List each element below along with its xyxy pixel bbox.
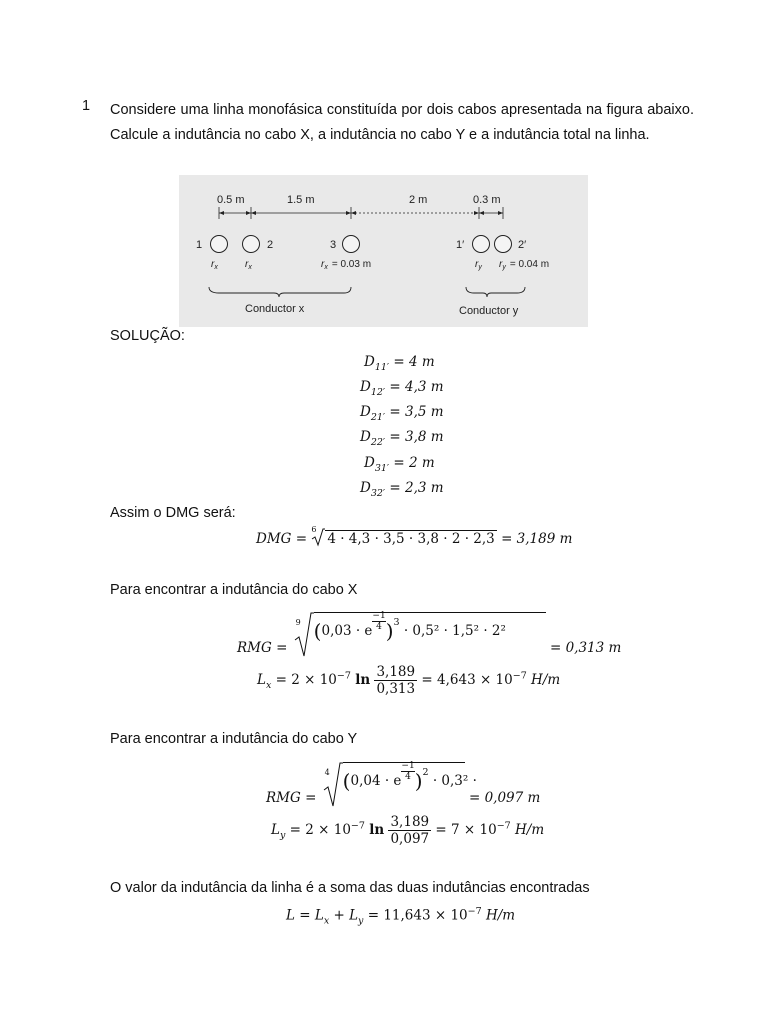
radius-label: r bbox=[321, 259, 325, 270]
conductor-2-prime bbox=[495, 236, 512, 253]
brace-y bbox=[466, 287, 525, 297]
radius-label: r bbox=[499, 259, 503, 270]
conductor-label: 2′ bbox=[518, 239, 527, 251]
rmg-x-equation: RMG = 9 (0,03 · e $\frac{-1}{4}$ )$^3$ · 0,5² · 1,5² · 2² = 0,313 m bbox=[237, 611, 622, 656]
distance-eq: $D_{22'} = 3,8$ m bbox=[360, 429, 444, 448]
conductor-3 bbox=[343, 236, 360, 253]
y-intro: Para encontrar a indutância do cabo Y bbox=[110, 731, 358, 747]
distance-eq: $D_{21'} = 3,5$ m bbox=[360, 404, 444, 423]
radius-y-value: = 0.04 m bbox=[509, 259, 550, 270]
total-equation: $L = L_x + L_y = 11,643 \times 10^{-7}$ H/m bbox=[286, 906, 516, 927]
solution-heading: SOLUÇÃO: bbox=[110, 328, 185, 344]
rmg-y-equation: RMG = 4 (0,04 · e $\frac{-1}{4}$ )$^2$ · 0,3² · = 0,097 m bbox=[266, 761, 541, 806]
question-number: 1 bbox=[82, 98, 91, 114]
radius-label: r bbox=[211, 259, 215, 270]
conductor-1 bbox=[211, 236, 228, 253]
conductor-label: 3 bbox=[330, 239, 337, 251]
svg-text:rx: $r_x$ bbox=[245, 259, 252, 271]
distance-eq: $D_{32'} = 2,3$ m bbox=[360, 480, 444, 499]
spacing-label: 1.5 m bbox=[287, 194, 315, 206]
spacing-label: 0.3 m bbox=[473, 194, 501, 206]
radius-label: r bbox=[245, 259, 249, 270]
conductor-label: 2 bbox=[267, 239, 274, 251]
total-intro: O valor da indutância da linha é a soma das duas indutâncias encontradas bbox=[110, 880, 590, 896]
distance-eq: $D_{31'} = 2$ m bbox=[364, 455, 435, 474]
group-y-label: Conductor y bbox=[459, 305, 519, 317]
conductor-2 bbox=[243, 236, 260, 253]
spacing-label: 2 m bbox=[409, 194, 428, 206]
conductor-label: 1 bbox=[196, 239, 203, 251]
conductor-1-prime bbox=[473, 236, 490, 253]
brace-x bbox=[209, 287, 351, 297]
x-intro: Para encontrar a indutância do cabo X bbox=[110, 582, 358, 598]
svg-text:ry= 0.04 m: $r_y = 0.04$ m bbox=[499, 259, 550, 271]
radius-x-value: = 0.03 m bbox=[331, 259, 372, 270]
conductor-label: 1′ bbox=[456, 239, 465, 251]
radius-label: r bbox=[475, 259, 479, 270]
distance-eq: $D_{12'} = 4,3$ m bbox=[360, 379, 444, 398]
distance-eq: $D_{11'} = 4$ m bbox=[364, 354, 435, 373]
svg-text:rx: $r_x$ bbox=[211, 259, 218, 271]
spacing-label: 0.5 m bbox=[217, 194, 245, 206]
dmg-equation: DMG = 6 4 · 4,3 · 3,5 · 3,8 · 2 · 2,3 = 3,189 m bbox=[256, 525, 573, 547]
svg-text:rx= 0.03 m: $r_x = 0.03$ m bbox=[321, 259, 372, 271]
dmg-intro: Assim o DMG será: bbox=[110, 505, 236, 521]
question-text: Considere uma linha monofásica constituída por dois cabos apresentada na figura abaixo. Calcule a indutância no cabo X, a indutância no cabo Y e a indutância total na linha. bbox=[110, 102, 694, 143]
conductor-diagram bbox=[179, 175, 588, 327]
conductor-figure bbox=[179, 175, 588, 327]
svg-text:ry: $r_y$ bbox=[475, 259, 482, 271]
group-x-label: Conductor x bbox=[245, 303, 305, 315]
ly-equation: $L_y = 2 \times 10^{-7}$ ln $\frac{3,189}{0,097}$ = $7 \times 10^{-7}$ H/m bbox=[271, 814, 545, 847]
lx-equation: $L_x = 2 \times 10^{-7}$ ln $\frac{3,189}{0,313}$ = $4,643 \times 10^{-7}$ H/m bbox=[257, 664, 561, 697]
